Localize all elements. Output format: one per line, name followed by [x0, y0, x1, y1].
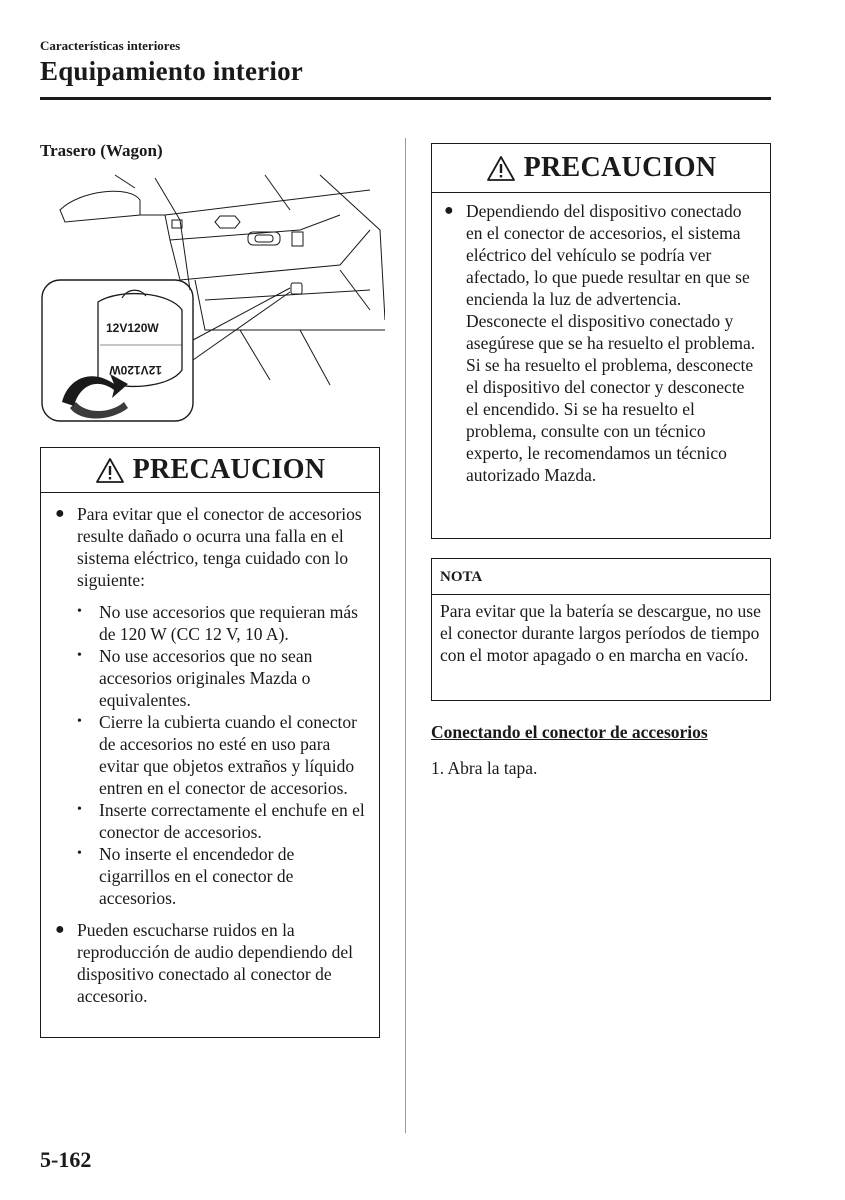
caution-item: [444, 200, 760, 486]
sub-bullet-dot-icon: •: [77, 648, 82, 663]
sub-bullet-dot-icon: •: [77, 802, 82, 817]
warning-triangle-icon: [95, 457, 125, 484]
caution-title: PRECAUCION: [523, 152, 717, 183]
caution-item-text: Pueden escucharse ruidos en la reproducción de audio dependiendo del dispositivo conectado al conector de accesorio.: [77, 920, 354, 1006]
caution-subitem: [77, 711, 367, 799]
caution-header: [41, 448, 379, 493]
page-title: Equipamiento interior: [40, 56, 303, 86]
caution-body: [432, 193, 770, 486]
caution-subitem-text: No use accesorios que no sean accesorios originales Mazda o equivalentes.: [99, 646, 313, 710]
caution-subitem-text: Inserte correctamente el enchufe en el conector de accesorios.: [99, 800, 365, 842]
socket-label-bottom: 12V120W: [109, 363, 162, 377]
sub-bullet-dot-icon: •: [77, 604, 82, 619]
caution-item: [55, 503, 367, 909]
note-text: Para evitar que la batería se descargue, no use el conector durante largos períodos de tiempo con el motor apagado o en marcha en vacío.: [440, 601, 761, 665]
caution-subitem: [77, 601, 367, 645]
socket-label-top: 12V120W: [106, 321, 159, 335]
header-rule: [40, 97, 771, 100]
section-title-connecting: Conectando el conector de accesorios: [431, 722, 708, 742]
caution-item-text: Dependiendo del dispositivo conectado en el conector de accesorios, el sistema eléctrico del vehículo se podría ver afectado, lo que puede resultar en que se encienda la luz de advertencia. Desconecte el dispositivo conectado y asegúrese que se ha resuelto el problema. Si se ha resuelto el problema, desconecte el dispositivo del conector y desconecte el encendido. Si se ha resuelto el problema, consulte con un técnico experto, le recomendamos un técnico autorizado Mazda.: [466, 201, 756, 485]
caution-item: [55, 919, 367, 1007]
section-label: Características interiores: [40, 38, 181, 53]
caution-subitem: [77, 645, 367, 711]
caution-box-right: [431, 143, 771, 539]
caution-subitem: [77, 799, 367, 843]
subheading-trasero: Trasero (Wagon): [40, 141, 163, 160]
caution-subitem-text: No use accesorios que requieran más de 120 W (CC 12 V, 10 A).: [99, 602, 358, 644]
column-divider: [405, 138, 406, 1133]
sub-bullet-dot-icon: •: [77, 846, 82, 861]
sub-bullet-dot-icon: •: [77, 714, 82, 729]
caution-box-left: [40, 447, 380, 1038]
note-title: NOTA: [432, 559, 770, 595]
bullet-dot-icon: ●: [55, 505, 65, 522]
caution-subitem-text: Cierre la cubierta cuando el conector de accesorios no esté en uso para evitar que objetos extraños y líquido entren en el conector de accesorios.: [99, 712, 357, 798]
note-box: [431, 558, 771, 701]
caution-item-text: Para evitar que el conector de accesorios resulte dañado o ocurra una falla en el sistema eléctrico, tenga cuidado con lo siguiente:: [77, 504, 362, 590]
caution-body: [41, 493, 379, 1007]
caution-title: PRECAUCION: [132, 454, 326, 485]
bullet-dot-icon: ●: [444, 202, 454, 219]
caution-header: [432, 144, 770, 193]
accessory-socket-illustration: [40, 170, 385, 430]
page-number: 5-162: [40, 1147, 92, 1172]
caution-subitem-text: No inserte el encendedor de cigarrillos en el conector de accesorios.: [99, 844, 295, 908]
warning-triangle-icon: [486, 155, 516, 182]
step-1: 1. Abra la tapa.: [431, 758, 538, 778]
caution-subitem: [77, 843, 367, 909]
bullet-dot-icon: ●: [55, 921, 65, 938]
